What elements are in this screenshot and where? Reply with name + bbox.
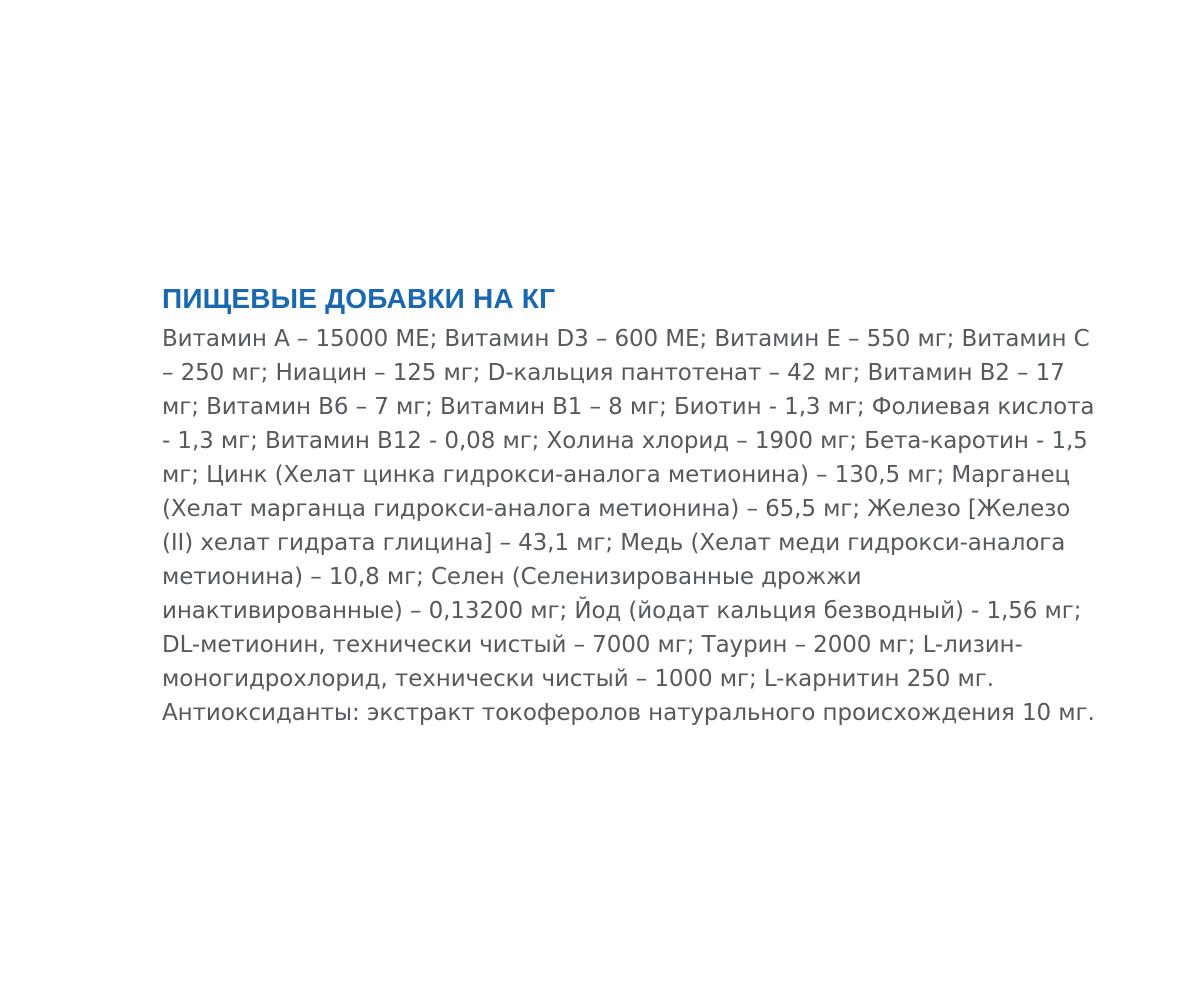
additives-text-line: мг; Витамин В6 – 7 мг; Витамин В1 – 8 мг; Биотин - 1,3 мг; Фолиевая кислота [162, 394, 1095, 420]
additives-text-line: инактивированные) – 0,13200 мг; Йод (йодат кальция безводный) - 1,56 мг; [162, 598, 1082, 624]
additives-text-line: мг; Цинк (Хелат цинка гидрокси-аналога метионина) – 130,5 мг; Марганец [162, 462, 1071, 488]
additives-text-line: Антиоксиданты: экстракт токоферолов натурального происхождения 10 мг. [162, 700, 1095, 726]
additives-text-line: DL-метионин, технически чистый – 7000 мг; Таурин – 2000 мг; L-лизин- [162, 632, 1023, 658]
additives-text-line: метионина) – 10,8 мг; Селен (Селенизированные дрожжи [162, 564, 862, 590]
additives-text [162, 322, 1122, 730]
additives-text-line: - 1,3 мг; Витамин В12 - 0,08 мг; Холина хлорид – 1900 мг; Бета-каротин - 1,5 [162, 428, 1088, 454]
feed-additives-section [162, 280, 1122, 730]
additives-text-line: (Хелат марганца гидрокси-аналога метионина) – 65,5 мг; Железо [Железо [162, 496, 1071, 522]
additives-text-line: моногидрохлорид, технически чистый – 1000 мг; L-карнитин 250 мг. [162, 666, 994, 692]
additives-text-line: – 250 мг; Ниацин – 125 мг; D-кальция пантотенат – 42 мг; Витамин В2 – 17 [162, 360, 1065, 386]
additives-text-line: (II) хелат гидрата глицина] – 43,1 мг; Медь (Хелат меди гидрокси-аналога [162, 530, 1066, 556]
additives-text-line: Витамин А – 15000 МЕ; Витамин D3 – 600 МЕ; Витамин Е – 550 мг; Витамин С [162, 326, 1090, 352]
section-title: ПИЩЕВЫЕ ДОБАВКИ НА КГ [162, 283, 556, 314]
